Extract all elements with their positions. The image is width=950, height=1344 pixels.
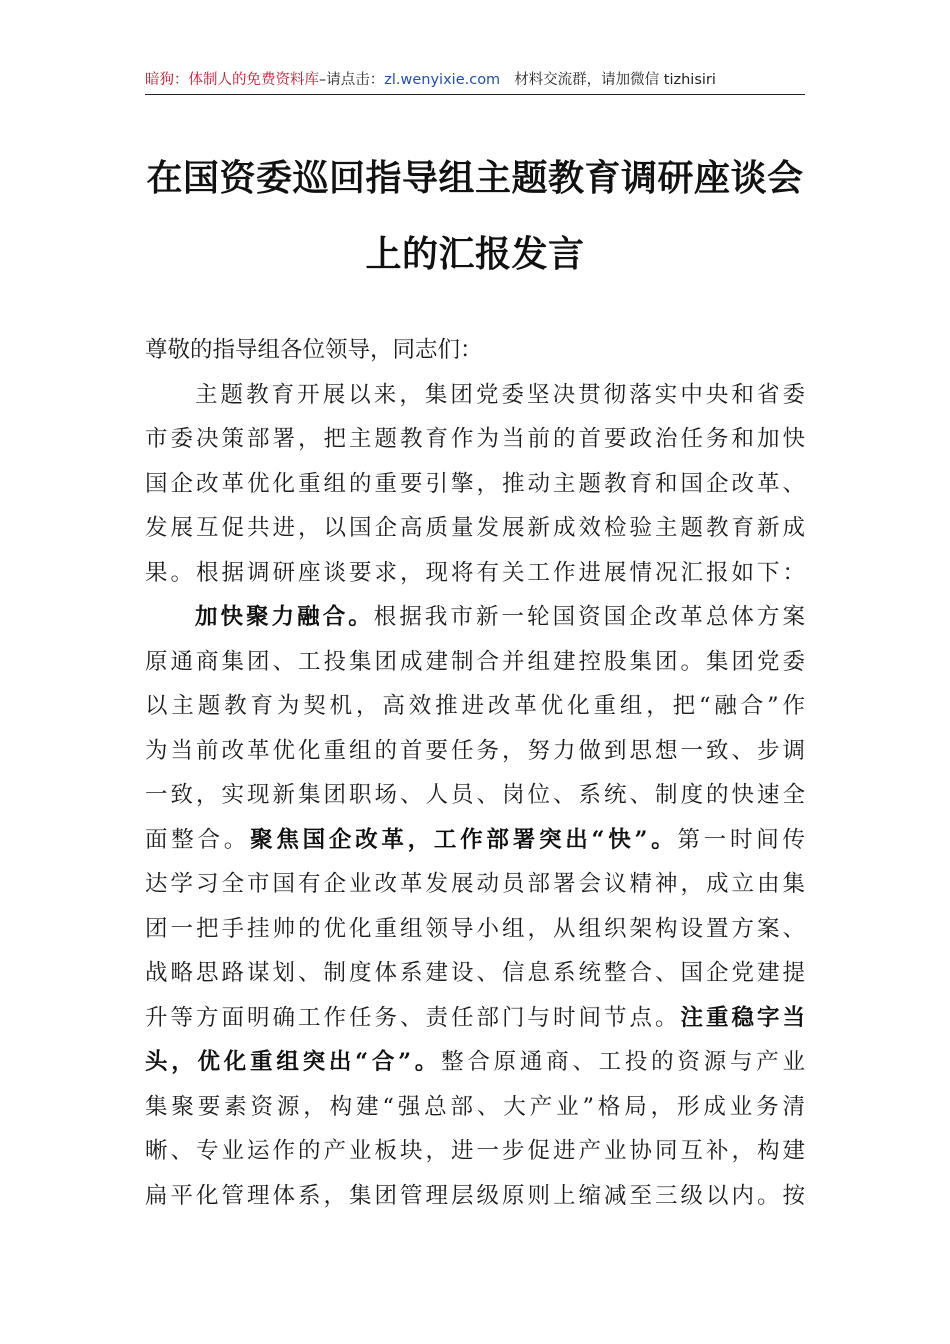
document-title <box>145 140 805 292</box>
paragraph-2-line: 扁平化管理体系，集团管理层级原则上缩减至三级以内。按 <box>145 1182 805 1209</box>
paragraph-1-line: 主题教育开展以来，集团党委坚决贯彻落实中央和省委 <box>195 381 805 408</box>
paragraph-1-line: 市委决策部署，把主题教育作为当前的首要政治任务和加快 <box>145 426 805 452</box>
paragraph-2-line: 晰、专业运作的产业板块，进一步促进产业协同互补，构建 <box>145 1138 805 1164</box>
salutation: 尊敬的指导组各位领导，同志们： <box>145 337 483 363</box>
section-heading: 加快聚力融合。 <box>195 604 374 630</box>
subheading-fast: 聚焦国企改革，工作部署突出“快”。 <box>250 826 678 853</box>
subheading-stable-end: 头，优化重组突出“合”。 <box>145 1049 442 1075</box>
paragraph-1-line: 发展互促共进，以国企高质量发展新成效检验主题教育新成 <box>145 515 805 541</box>
paragraph-2-line: 团一把手挂帅的优化重组领导小组，从组织架构设置方案、 <box>145 915 805 942</box>
title-line-2: 上的汇报发言 <box>365 233 585 275</box>
header-url-link[interactable]: zl.wenyixie.com <box>384 72 501 88</box>
paragraph-text: 面整合。 <box>145 826 251 853</box>
header-contact: 材料交流群，请加微信 tizhisiri <box>514 72 716 88</box>
header-site-name: 暗狗：体制人的免费资料库 <box>145 72 319 88</box>
paragraph-2-line: 达学习全市国有企业改革发展动员部署会议精神，成立由集 <box>145 871 805 897</box>
subheading-stable-start: 注重稳字当 <box>680 1004 805 1031</box>
paragraph-2-line: 集聚要素资源，构建“强总部、大产业”格局，形成业务清 <box>145 1093 805 1120</box>
paragraph-text: 整合原通商、工投的资源与产业 <box>441 1049 805 1075</box>
header-click-prompt: –请点击： <box>319 72 385 88</box>
page-header <box>145 66 805 95</box>
paragraph-2-line: 为当前改革优化重组的首要任务，努力做到思想一致、步调 <box>145 737 805 764</box>
paragraph-2-line <box>145 996 805 1041</box>
paragraph-2-line <box>145 1040 805 1085</box>
paragraph-text: 根据我市新一轮国资国企改革总体方案 <box>373 604 805 630</box>
paragraph-2-line <box>145 595 805 640</box>
title-line-1: 在国资委巡回指导组主题教育调研座谈会 <box>146 157 804 199</box>
paragraph-2-line <box>145 818 805 863</box>
paragraph-2-line: 一致，实现新集团职场、人员、岗位、系统、制度的快速全 <box>145 782 805 808</box>
paragraph-2-line: 以主题教育为契机，高效推进改革优化重组，把“融合”作 <box>145 693 805 719</box>
paragraph-text: 升等方面明确工作任务、责任部门与时间节点。 <box>145 1004 681 1031</box>
document-body <box>145 328 805 1218</box>
paragraph-text: 第一时间传 <box>677 826 805 853</box>
paragraph-1-line: 果。根据调研座谈要求，现将有关工作进展情况汇报如下： <box>145 559 805 586</box>
paragraph-2-line: 战略思路谋划、制度体系建设、信息系统整合、国企党建提 <box>145 960 805 986</box>
paragraph-2-line: 原通商集团、工投集团成建制合并组建控股集团。集团党委 <box>145 648 805 675</box>
paragraph-1-line: 国企改革优化重组的重要引擎，推动主题教育和国企改革、 <box>145 470 805 497</box>
